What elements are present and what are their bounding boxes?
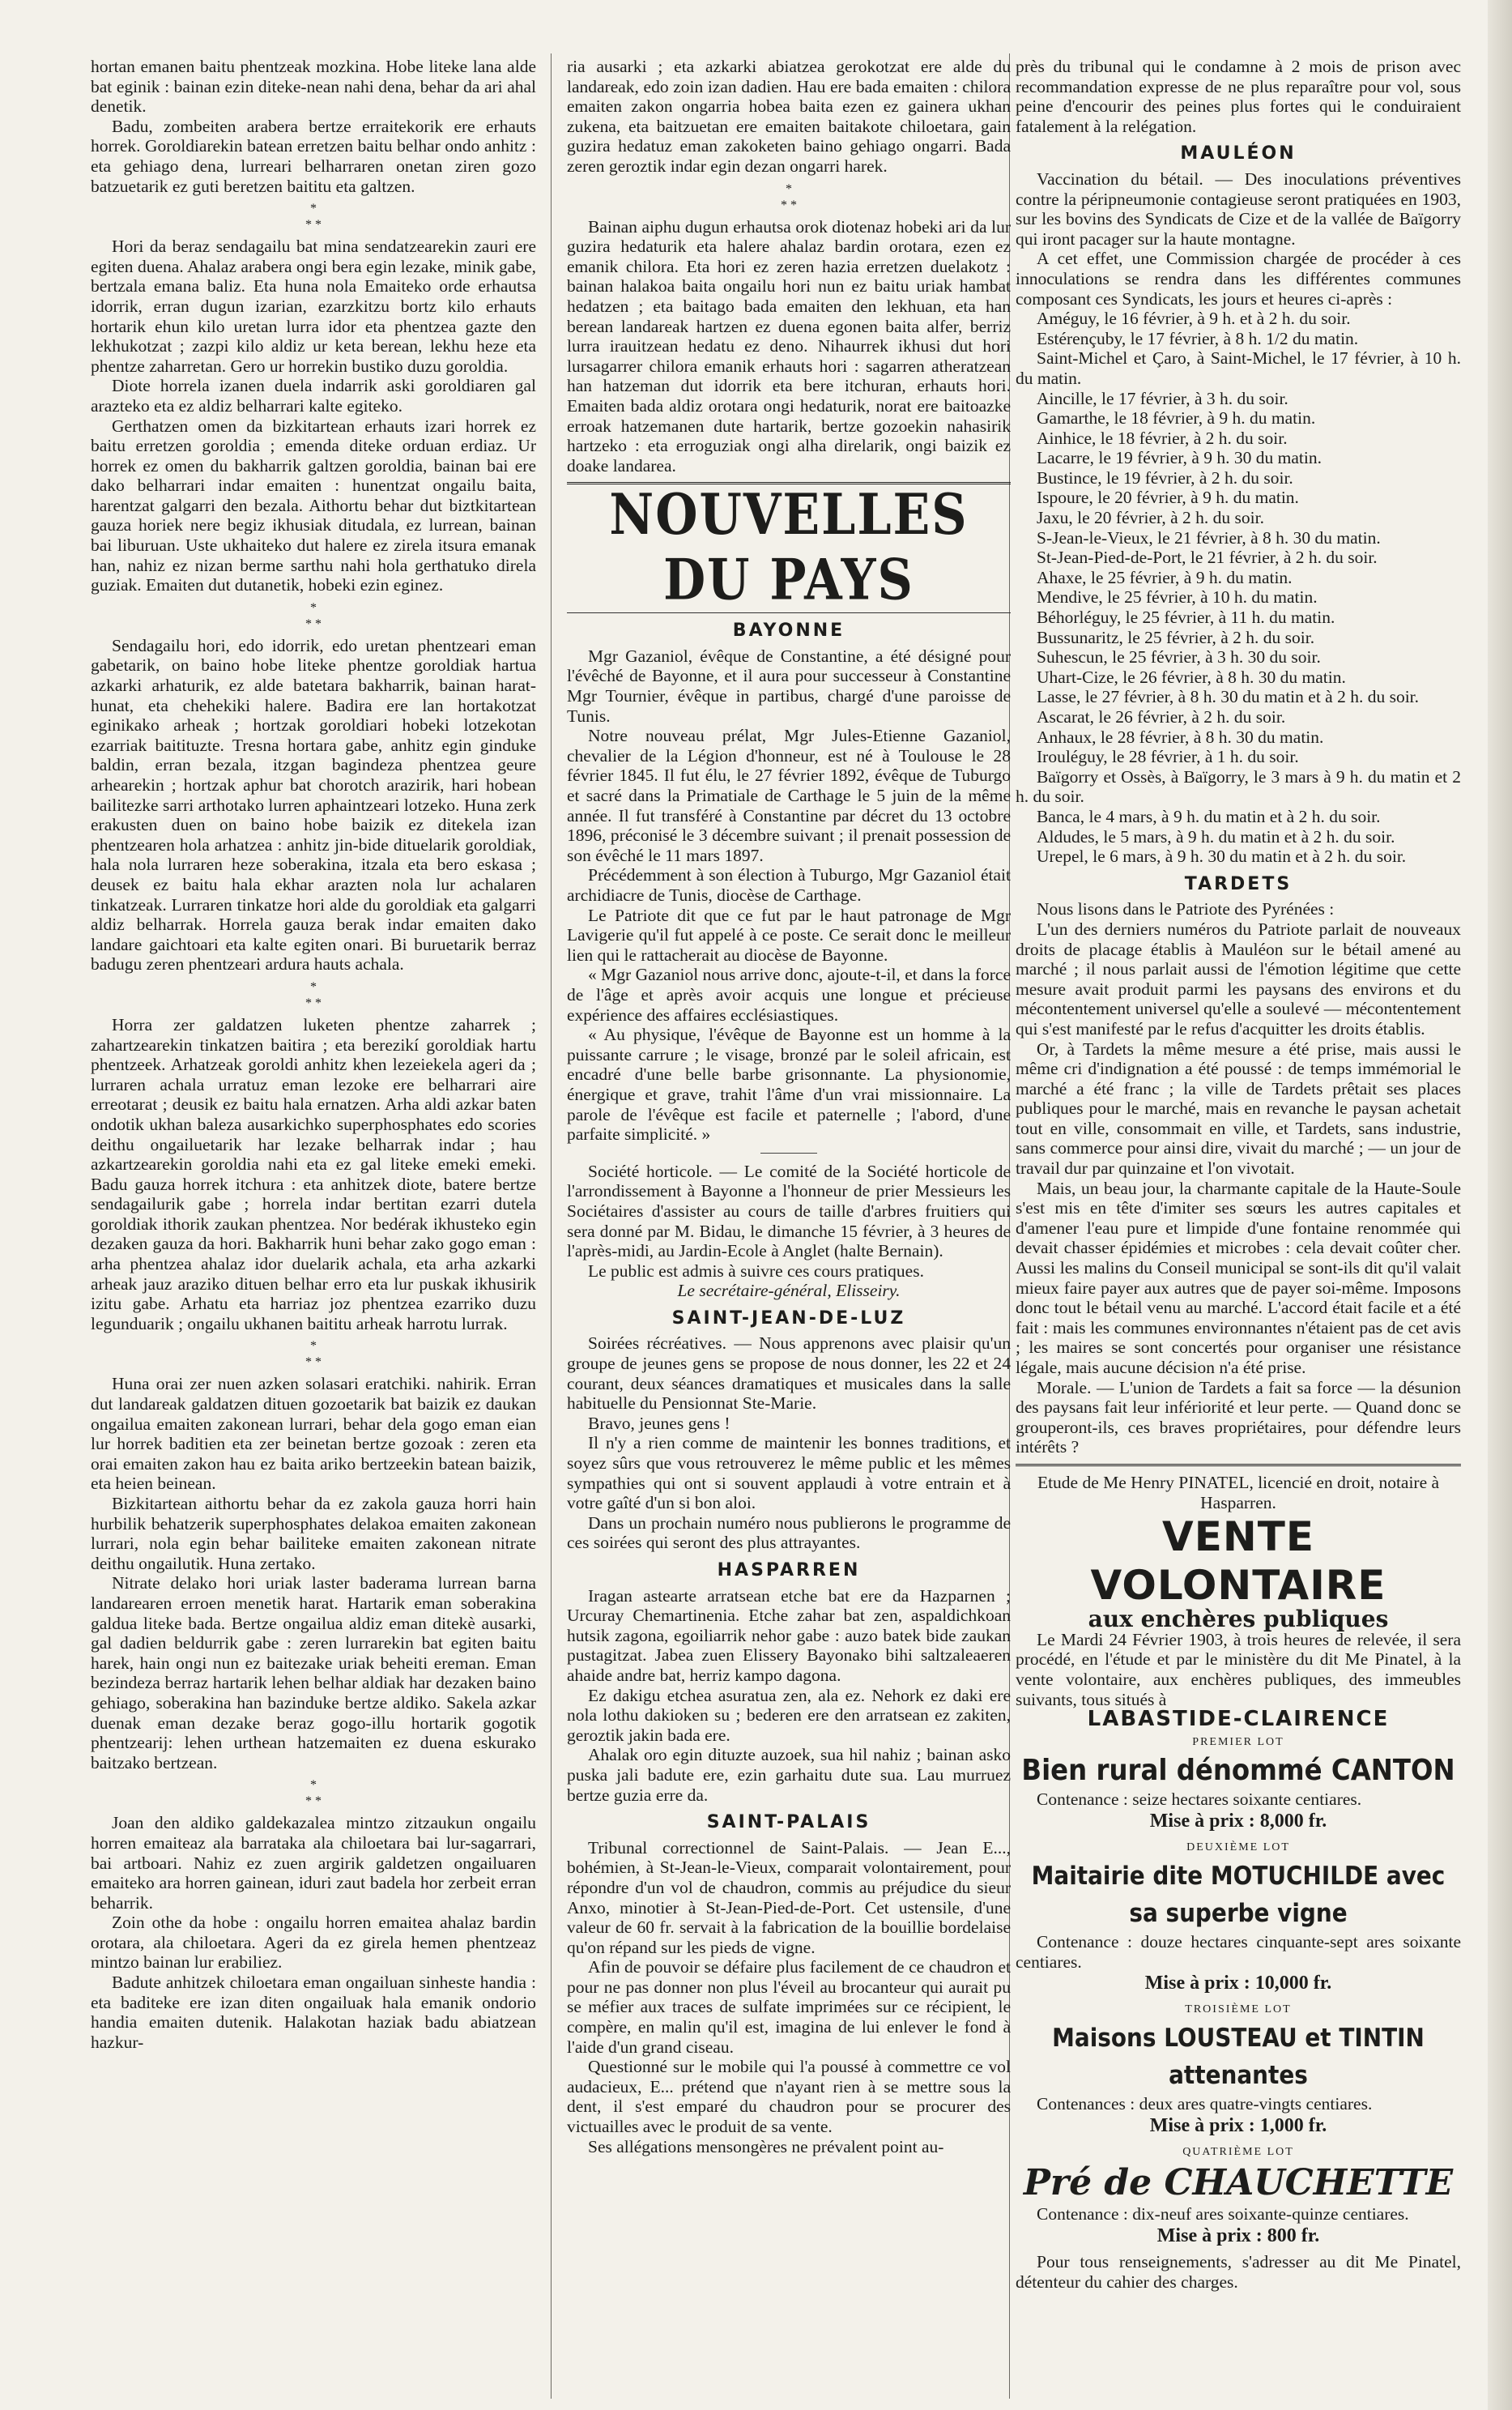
- vente-title: VENTE VOLONTAIRE: [1090, 1513, 1386, 1610]
- schedule-line: Mendive, le 25 février, à 10 h. du matin.: [1037, 587, 1318, 608]
- lot-name: Bien rural dénommé CANTON: [1021, 1754, 1455, 1788]
- paragraph: A cet effet, une Commission chargée de procéder à ces innoculations se rendra dans les différentes communes composant ces Syndicats, les jours et heures ci-après :: [1016, 249, 1461, 309]
- paragraph: Soirées récréatives. — Nous apprenons avec plaisir qu'un groupe de jeunes gens se propose de nous donner, les 22 et 24 courant, deux séances dramatiques et musicales dans la salle habituelle du Pensionnat Ste-Marie.: [567, 1333, 1011, 1414]
- lot-number: TROISIÈME LOT: [1185, 2003, 1292, 2015]
- heading-bayonne: BAYONNE: [732, 621, 845, 642]
- column-rule: [551, 53, 552, 2399]
- paragraph: Bainan aiphu dugun erhautsa orok diotenaz hobeki ari da lur guzira hedaturik eta halere ahalaz bardin orotara, ezen ez emanik chilora. Eta hori ez zeren hazia erretzen duelakotz : bainan halakoa baita ongailu hori nun ez baitu uriak hambat hedatzen ; eta baitago bada emaiten den lekhuan, eta han berean landareak hartzen ez duena egonen baita alfer, berriz lurra irauitzean hedatu ez deno. Nihaurrek ikhusi dut hori lursagarrer chilora emanik erhauts hori : sagarren atheratzean han hatzeman dut idorrik eta bere itchuran, erhauts hori. Emaiten bada aldiz orotara ongi hedaturik, norat ere baitoazke erroak hatzemanen dute hartarik, bertze gozoekin nahasirik hartzeko : eta erroguziak ongi alha direlarik, ongi baizik ez doake landarea.: [567, 216, 1011, 476]
- heading-saint-jean-de-luz: SAINT-JEAN-DE-LUZ: [671, 1307, 906, 1329]
- paragraph: Le public est admis à suivre ces cours pratiques.: [588, 1260, 924, 1281]
- paragraph: Nitrate delako hori uriak laster baderama lurrean barna landarearen erroen menetik harat. Hartarik eman soberakina galdua liteke bada. Bertze ongailua aldiz eman ditekè ausarki, gal dadien beldurrik gabe : zeren lurrarekin bat egiten baitu harek, hain ongi nun ez baitezake uriak beheiti ereman. Eman bezindeza berraz hartarik lehen belhar aldiak har dezaken baino gehiago, soberakina han bazinduke bertze aldiko. Sakela azkar duenak eman dezake beraz gogo-illu hortarik gogotik phentzearij: lehen urthean hatzemaiten ez duena eskurako baitzako bertzean.: [91, 1573, 536, 1772]
- paragraph: Le Patriote dit que ce fut par le haut patronage de Mgr Lavigerie qu'il fut appelé à ce poste. Ce serait donc le meilleur lien qui le rattacherait au diocèse de Bayonne.: [567, 905, 1011, 965]
- asterism: * * *: [781, 181, 797, 212]
- paragraph: Hori da beraz sendagailu bat mina sendatzearekin zauri ere egiten duena. Ahalaz arabera ongi bera egin lezake, minik gabe, bertzala emana baliz. Eta huna nola Emaiteko orde erhautsa idorrik, erran dugun izarian, ezarzkitzu bortz kilo erhauts hortarik ehun kilo uretan lurra idor eta phentzea gazte den lekhukotzat ; zazpi kilo aldiz ur keta berean, lekhu heze eta phentze zaharretan. Gero ur horrekin bustiko duzu goroldia.: [91, 237, 536, 376]
- lot-description: Contenance : douze hectares cinquante-sept ares soixante centiares.: [1016, 1932, 1461, 1972]
- page-edge-shadow: [1488, 0, 1512, 2410]
- vente-location: LABASTIDE-CLAIRENCE: [1087, 1707, 1390, 1732]
- schedule-line: Ispoure, le 20 février, à 9 h. du matin.: [1037, 488, 1299, 508]
- paragraph: Morale. — L'union de Tardets a fait sa force — la désunion des paysans fait leur infériorité et leur perte. — Quand donc se grouperont-ils, ces braves propriétaires, pour défendre leurs intérêts ?: [1016, 1377, 1461, 1457]
- schedule-line: Bustince, le 19 février, à 2 h. du soir.: [1037, 467, 1293, 488]
- lot-number: PREMIER LOT: [1192, 1735, 1284, 1748]
- paragraph: Tribunal correctionnel de Saint-Palais. — Jean E..., bohémien, à St-Jean-le-Vieux, comparait volontairement, pour répondre d'un vol de chaudron, commis au préjudice du sieur Anxo, minotier à St-Jean-Pied-de-Port. Cet ustensile, d'une valeur de 60 fr. servait à la fabrication de la bouillie bordelaise qu'on répand sur les pieds de vigne.: [567, 1837, 1011, 1957]
- asterism: * * *: [305, 1778, 322, 1809]
- paragraph: Bravo, jeunes gens !: [588, 1413, 730, 1433]
- schedule-line: Urepel, le 6 mars, à 9 h. 30 du matin et à 2 h. du soir.: [1037, 847, 1407, 867]
- schedule-line: Aldudes, le 5 mars, à 9 h. du matin et à 2 h. du soir.: [1037, 826, 1395, 847]
- schedule-line: Jaxu, le 20 février, à 2 h. du soir.: [1037, 508, 1264, 528]
- schedule-line: Ainhice, le 18 février, à 2 h. du soir.: [1037, 428, 1288, 448]
- paragraph: Joan den aldiko galdekazalea mintzo zitzaukun ongailu horren emaiteaz ala barrataka ala chiloetara bai lur-sagarrari, bai artboari. Nahiz ez zuen argirik galdetzen ongailuaren emaiteko ara horren gainean, iduri zaut badela hor zerbeit erran beharrik.: [91, 1813, 536, 1913]
- schedule-line: Lacarre, le 19 février, à 9 h. 30 du matin.: [1037, 448, 1322, 468]
- paragraph: Mgr Gazaniol, évêque de Constantine, a été désigné pour l'évêché de Bayonne, et il aura pour successeur à Constantine Mgr Tournier, évêque in partibus, chargé d'une paroisse de Tunis.: [567, 646, 1011, 726]
- schedule-line: Anhaux, le 28 février, à 8 h. 30 du matin.: [1037, 727, 1324, 747]
- schedule-line: Aincille, le 17 février, à 3 h. du soir.: [1037, 388, 1288, 408]
- schedule-line: Ascarat, le 26 février, à 2 h. du soir.: [1037, 707, 1286, 727]
- schedule-line: Ahaxe, le 25 février, à 9 h. du matin.: [1037, 567, 1293, 587]
- schedule-line: Irouléguy, le 28 février, à 1 h. du soir.: [1037, 747, 1299, 767]
- paragraph: ria ausarki ; eta azkarki abiatzea gerokotzat ere alde du landareak, edo zoin izan dadien. Hau ere bada emaiten : chilora emaiten zakon ongarria hobea baita ezen ez gainera ukhan zukena, eta baitzuetan ere emaiten baitakote chiloetara, gain guzira hedatuz eman zakoketen baino gehiago ongarri. Bada zeren geroztik indar egin dezan ongarri harek.: [567, 57, 1011, 176]
- schedule-line: Uhart-Cize, le 26 février, à 8 h. 30 du matin.: [1037, 667, 1346, 687]
- schedule-line: Saint-Michel et Çaro, à Saint-Michel, le 17 février, à 10 h. du matin.: [1016, 348, 1461, 388]
- paragraph: Huna orai zer nuen azken solasari eratchiki. nahirik. Erran dut landareak galdatzen dituen gozoetarik bat baizik ez daukan ongailua emaiten zakonean lurrari, behar dela gogo eman eian lur horrek baditien eta zer beinetan bertze gozoak : zeren eta orai emaiten zakon hau ez baita ariko bertzeekin batean baizik, eta heien beinean.: [91, 1374, 536, 1494]
- paragraph: Afin de pouvoir se défaire plus facilement de ce chaudron et pour ne pas donner non plus l'éveil au brocanteur qui aurait pu se méfier aux traces de sulfate imprimées sur ce récipient, le compère, en malin qu'il est, imagina de lui enlever le fond à l'aide d'un grand ciseau.: [567, 1957, 1011, 2057]
- asterism: * * *: [305, 1339, 322, 1370]
- schedule-line: St-Jean-Pied-de-Port, le 21 février, à 2 h. du soir.: [1037, 548, 1378, 568]
- paragraph-horticole: Société horticole. — Le comité de la Société horticole de l'arrondissement à Bayonne a l'honneur de prier Messieurs les Sociétaires d'assister au cours de taille d'arbres fruitiers qui sera donné par M. Bidau, le dimanche 15 février, à 3 heures de l'après-midi, au Jardin-Ecole à Anglet (halte Bernain).: [567, 1161, 1011, 1261]
- section-title-nouvelles: NOUVELLES DU PAYS: [609, 482, 969, 613]
- heading-hasparren: HASPARREN: [717, 1560, 861, 1580]
- paragraph: Précédemment à son élection à Tuburgo, Mgr Gazaniol était archidiacre de Tunis, diocèse de Carthage.: [567, 865, 1011, 905]
- paragraph: Ez dakigu etchea asuratua zen, ala ez. Nehork ez daki ere nola lothu dakioken su ; bederen ere den arratsean ez zakiten, geroztik jakin bada ere.: [567, 1685, 1011, 1745]
- schedule-line: S-Jean-le-Vieux, le 21 février, à 8 h. 30 du matin.: [1037, 527, 1381, 548]
- paragraph: Zoin othe da hobe : ongailu horren emaitea ahalaz bardin orotara, ala chiloetara. Ageri da ez girela hemen phentzeaz mintzo bainan lur erabiliez.: [91, 1913, 536, 1973]
- heading-mauleon: MAULÉON: [1180, 143, 1297, 164]
- section-separator: [1016, 1464, 1461, 1466]
- schedule-line: Gamarthe, le 18 février, à 9 h. du matin.: [1037, 408, 1316, 429]
- paragraph: Mais, un beau jour, la charmante capitale de la Haute-Soule s'est mis en tête d'imiter ses sœurs les autres capitales et d'amener l'eau pure et limpide d'une fontaine renommée qui devait chasser épidémies et microbes : cela devait coûter cher. Aussi les malins du Conseil municipal se sont-ils dit qu'il valait mieux faire payer aux autres que de payer soi-même. Imposons donc tout le bétail venu au marché. L'accord était facile et a été fait : mais les communes environnantes n'étaient pas de cet avis ; les maires se sont concertés pour organiser une résistance légale, mais aucune décision n'a été prise.: [1016, 1178, 1461, 1377]
- schedule-line: Béhorléguy, le 25 février, à 11 h. du matin.: [1037, 608, 1335, 628]
- lot-price: Mise à prix : 1,000 fr.: [1149, 2115, 1327, 2137]
- closing-note: Pour tous renseignements, s'adresser au dit Me Pinatel, détenteur du cahier des charges.: [1016, 2252, 1461, 2293]
- paragraph: Bizkitartean aithortu behar da ez zakola gauza horri hain hurbilik behatzerik superphosphates delakoa emaiten zakonean lurrari, nola egin behar bailiteke emaiten zakonean nitrate deithu ongailutik. Huna zertako.: [91, 1494, 536, 1573]
- lot-name: Pré de CHAUCHETTE: [1023, 2162, 1454, 2204]
- vaccination-schedule: [1016, 309, 1461, 867]
- lot-description: Contenance : seize hectares soixante centiares.: [1037, 1789, 1362, 1810]
- paragraph: « Mgr Gazaniol nous arrive donc, ajoute-t-il, et dans la force de l'âge et après avoir acquis une longue et précieuse expérience des affaires ecclésiastiques.: [567, 965, 1011, 1025]
- paragraph: Or, à Tardets la même mesure a été prise, mais aussi le même cri d'indignation a été poussé : de temps immémorial le marché a été franc ; la ville de Tardets prêtait ses places publiques pour le marché, mais en revanche le paysan achetait tout en ville, consommait en ville, et Tardets, sans industrie, sans commerce pour ainsi dire, vivait du marché ; — un jour de travail dur par quinzaine et l'on vivotait.: [1016, 1039, 1461, 1179]
- lot-number: DEUXIÈME LOT: [1186, 1841, 1290, 1853]
- schedule-line: Bussunaritz, le 25 février, à 2 h. du soir.: [1037, 627, 1315, 647]
- lot-name: Maisons LOUSTEAU et TINTIN attenantes: [1052, 2024, 1425, 2091]
- paragraph: Sendagailu hori, edo idorrik, edo uretan phentzeari eman gabetarik, on baino hobe liteke phentze goroldiak hartua azkarki arhaturik, ez alde batetara bakharrik, bainan harat-hunat, eta chehekiki halere. Badira ere lan hortakotzat eginikako arheak ; hortzak goroldiari hobeki lotzekotan ezarriak baitituzte. Tresna hortara gabe, anhitz egin ginduke baldin, erran bezala, itzgan bagindeza phentzea geure arhearekin ; hortzak aphur bat chorotch arazirik, hari hobean bailitezke sarri arthotako lurren aphaintzeari lotzeko. Huna zerk erakusten duen on baino hobe baizik ez ditekela izan phentzearen hola arhatzea : anhitz jin-bide dituelarik goroldiak, hala nola lurraren heze soberakina, itzala eta bero eskasa ; deusek ez baitu hala ekhar arazten nola lur achalaren tinkatzeak. Lurraren tinkatze hori alde du goroldiak eta galgarri aldiz belharrak. Horrela gauza berak indar emaiten dako landare gaichtoari eta kalte egiten onari. Bi buruetarik berraz badugu zeren phentzeari ardura hauts achala.: [91, 635, 536, 975]
- paragraph: hortan emanen baitu phentzeak mozkina. Hobe liteke lana alde bat eginik : bainan ezin diteke-nean nahi dena, behar da ari ahal denetik.: [91, 57, 536, 117]
- column-middle: [567, 57, 1011, 2390]
- lot-price: Mise à prix : 800 fr.: [1156, 2224, 1320, 2246]
- paragraph: Notre nouveau prélat, Mgr Jules-Etienne Gazaniol, chevalier de la Légion d'honneur, est né à Toulouse le 28 février 1845. Il fut élu, le 27 février 1892, évêque de Tuburgo et sacré dans la Primatiale de Carthage le 5 juin de la même année. Il fut transféré à Constantine par décret du 13 octobre 1896, préconisé le 3 décembre suivant ; il prenait possession de son évêché le 11 mars 1897.: [567, 726, 1011, 865]
- paragraph: Iragan astearte arratsean etche bat ere da Hazparnen ; Urcuray Chemartinenia. Etche zahar bat zen, aspaldichkoan hutsik zagona, egoiliarrik nehor gabe : auzo batek bide zaukan pustagitzat. Jabea zuen Elissery Bayonako bihi saltzaleaeren ahaide andre bat, herriz kampo dagona.: [567, 1585, 1011, 1685]
- etude-notice: Etude de Me Henry PINATEL, licencié en droit, notaire à Hasparren.: [1037, 1472, 1440, 1512]
- lot-description: Contenance : dix-neuf ares soixante-quinze centiares.: [1037, 2204, 1409, 2224]
- paragraph: Diote horrela izanen duela indarrik aski goroldiaren gal arazteko eta ez aldiz belharrari kalte egiteko.: [91, 376, 536, 416]
- paragraph: Badute anhitzek chiloetara eman ongailuan sinheste handia : eta baditeke ere izan diten ongailuak hala emanik ondorio handia emaiten dutenik. Halakotan haziak badu abiatzean hazkur-: [91, 1973, 536, 2052]
- column-basque-article: [91, 57, 536, 2390]
- lot-name: Maitairie dite MOTUCHILDE avec sa superbe vigne: [1031, 1862, 1446, 1929]
- paragraph: près du tribunal qui le condamne à 2 mois de prison avec recommandation expresse de ne plus reparaître pour vol, sous peine d'encourir des peines plus fortes qui le conduiraient fatalement à la relégation.: [1016, 57, 1461, 136]
- paragraph: Horra zer galdatzen luketen phentze zaharrek ; zahartzearekin tinkatzen baitira ; eta berezikí goroldiak hartu phentzeek. Arhatzeak goroldi anhitz khen lezeiekela ageri da ; lurraren achala urratuz eman lezoke ere belharrari aire erreotarat ; deusik ez baitu hala ernatzen. Arha aldi azkar baten ondotik ukhan baleza ausarkichko superphosphates edo scories deithu ongailuetarik har lezake belharrak indar ; hau azkartzearekin goroldia nahi eta ez gal liteke emeki emeki. Badu gauza horrek itchura : eta anhitzek diote, batere bertze sendagailurik gabe ; horrela indar bertitan ezarri dutela goroldiak ithorik zaukan phentzea. Nor bedérak ikhusteko egin dezaken gauza da hori. Bakharrik huni behar zako gogo eman : arha phentzea ahalaz idor duelarik achala, eta arha azkarki arheak jauz araziko dituen belhar erro eta lur puskak ikhusirik izitu gabe. Arhatu eta harriaz joz phentzea ezarriko duzu legunduarik ; ongailu ukhanen baititu arheak harrotu lurrak.: [91, 1014, 536, 1333]
- heading-tardets: TARDETS: [1184, 873, 1293, 894]
- heading-saint-palais: SAINT-PALAIS: [706, 1812, 871, 1833]
- schedule-line: Baïgorry et Ossès, à Baïgorry, le 3 mars à 9 h. du matin et 2 h. du soir.: [1016, 766, 1461, 807]
- schedule-line: Améguy, le 16 février, à 9 h. et à 2 h. du soir.: [1037, 309, 1351, 329]
- paragraph: Le Mardi 24 Février 1903, à trois heures de relevée, il sera procédé, en l'étude et par le ministère du dit Me Pinatel, à la vente volontaire, aux enchères publiques, des immeubles suivants, tous situés à: [1016, 1629, 1461, 1709]
- paragraph: Badu, zombeiten arabera bertze erraitekorik ere erhauts horrek. Goroldiarekin batean erretzen baitu belhar ondo anhitz : eta gehiago dena, lurreari belharraren onetan ziren gozo batzuetarik ez guti beretzen baititu eta galtzen.: [91, 116, 536, 196]
- lot-number: QUATRIÈME LOT: [1182, 2145, 1294, 2158]
- asterism: * * *: [305, 202, 322, 232]
- paragraph: Gerthatzen omen da bizkitartean erhauts izari horrek ez baitu erretzen goroldia ; emenda diteke orduan erdiaz. Ur horrek ez omen du bakharrik galtzen goroldia, bainan bai ere dako belharrari indar emaiten : hunentzat ongailu baita, harentzat galgarri den bezala. Aithortu behar dut biztkitartean gauza horiek nere begiz ikhusiak ditudala, ez lurrean, bainan bai liburuan. Uste ukhaiteko dut halere ez zirela itsura emanak han, nahiz ez nizan berme sarthu nahi hola gerthatuko direla guziak. Emaiten dut dutanetik, hobeki ezin eginez.: [91, 416, 536, 595]
- short-rule: [760, 1153, 817, 1154]
- paragraph: Ses allégations mensongères ne prévalent point au-: [588, 2136, 944, 2156]
- paragraph: Questionné sur le mobile qui l'a poussé à commettre ce vol audacieux, E... prétend que n'ayant rien à se mettre sous la dent, il s'est emparé du chaudron pour se procurer des victuailles avec le produit de sa vente.: [567, 2057, 1011, 2137]
- vente-subtitle: aux enchères publiques: [1088, 1606, 1389, 1633]
- paragraph: L'un des derniers numéros du Patriote parlait de nouveaux droits de placage établis à Mauléon sur le bétail amené au marché ; il nous parlait aussi de l'émotion légitime que cette mesure avait produit parmi les paysans des environs et du mécontentement universel qu'elle a soulevé — mécontentement qui s'est manifesté par le refus d'acquitter les droits établis.: [1016, 919, 1461, 1039]
- paragraph: Il n'y a rien comme de maintenir les bonnes traditions, et soyez sûrs que vous retrouverez le même public et les mêmes sympathies qui ont si souvent applaudi à votre entrain et à votre gaîté d'un si bon aloi.: [567, 1433, 1011, 1513]
- lot-price: Mise à prix : 10,000 fr.: [1144, 1973, 1332, 1994]
- paragraph: Vaccination du bétail. — Des inoculations préventives contre la péripneumonie contagieuse seront pratiquées en 1903, sur les bovins des Syndicats de Cize et de la vallée de Baïgorry qui iront pacager sur la haute montagne.: [1016, 168, 1461, 249]
- paragraph: Nous lisons dans le Patriote des Pyrénées :: [1037, 899, 1335, 919]
- asterism: * * *: [305, 979, 322, 1010]
- lot-price: Mise à prix : 8,000 fr.: [1149, 1810, 1327, 1832]
- paragraph: « Au physique, l'évêque de Bayonne est un homme à la puissante carrure ; le visage, bronzé par le soleil africain, est encadré d'une belle barbe grisonnante. La physionomie, énergique et grave, trahit l'âme d'un vrai missionnaire. La parole de l'évêque est facile et paternelle ; l'abord, d'une parfaite simplicité. »: [567, 1025, 1011, 1145]
- schedule-line: Estérençuby, le 17 février, à 8 h. 1/2 du matin.: [1037, 328, 1359, 348]
- paragraph: Dans un prochain numéro nous publierons le programme de ces soirées qui seront des plus attrayantes.: [567, 1512, 1011, 1553]
- schedule-line: Banca, le 4 mars, à 9 h. du matin et à 2 h. du soir.: [1037, 806, 1381, 826]
- signature: Le secrétaire-général, Elisseiry.: [677, 1281, 901, 1301]
- schedule-line: Suhescun, le 25 février, à 3 h. 30 du soir.: [1037, 647, 1321, 668]
- column-right: [1016, 57, 1461, 2390]
- schedule-line: Lasse, le 27 février, à 8 h. 30 du matin et à 2 h. du soir.: [1037, 687, 1420, 707]
- asterism: * * *: [305, 600, 322, 631]
- lot-description: Contenances : deux ares quatre-vingts centiares.: [1037, 2094, 1373, 2114]
- paragraph: Ahalak oro egin dituzte auzoek, sua hil nahiz ; bainan asko puska jali badute ere, ezin garhaitu dute sua. Lau murruez bertze guzia erre da.: [567, 1745, 1011, 1805]
